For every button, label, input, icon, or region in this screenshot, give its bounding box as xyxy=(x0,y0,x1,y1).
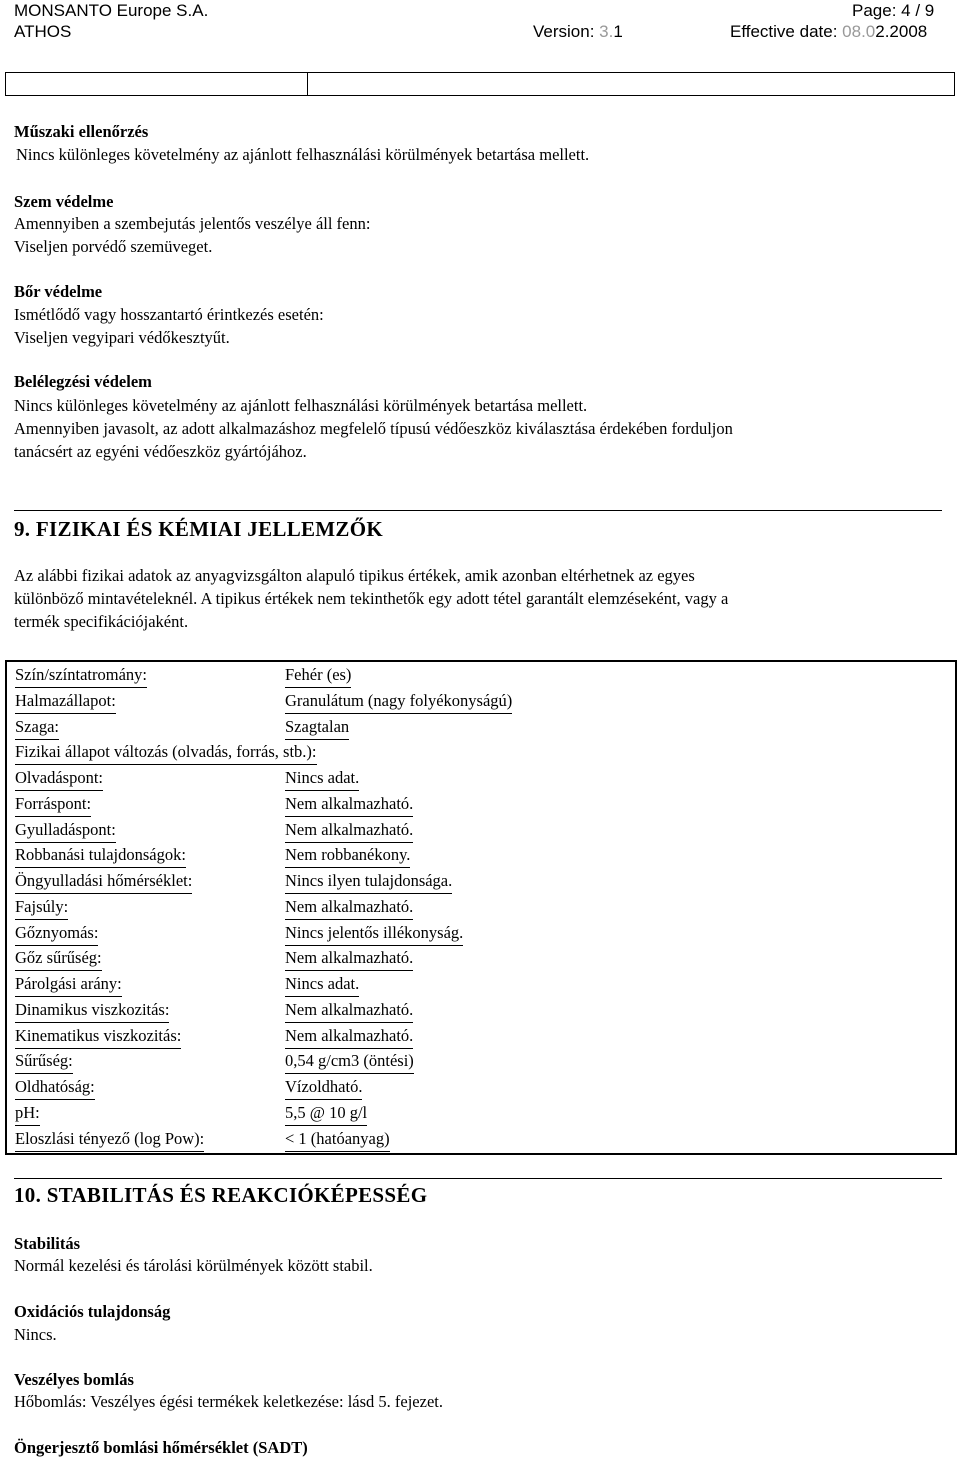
section9-title: FIZIKAI ÉS KÉMIAI JELLEMZŐK xyxy=(35,517,384,541)
property-value: 0,54 g/cm3 (öntési) xyxy=(285,1049,414,1074)
page-number xyxy=(852,2,934,20)
version-prefix: 3. xyxy=(599,22,614,41)
decomposition-title: Veszélyes bomlás xyxy=(14,1370,134,1389)
effective-prefix: 08.0 xyxy=(842,22,876,41)
property-value: Nem alkalmazható. xyxy=(285,1024,413,1049)
section9-intro-line2: különböző mintavételeknél. A tipikus értékek nem tekinthetők egy adott tétel garantált elemzéseként, vagy a xyxy=(14,589,729,608)
product-name: ATHOS xyxy=(14,22,72,41)
property-value: Szagtalan xyxy=(285,715,349,740)
technical-text: Nincs különleges követelmény az ajánlott felhasználási körülmények betartása mellett. xyxy=(16,145,590,164)
skin-line1: Ismétlődő vagy hosszantartó érintkezés esetén: xyxy=(14,305,324,324)
property-value: Nincs ilyen tulajdonsága. xyxy=(285,869,452,894)
property-label: Eloszlási tényező (log Pow): xyxy=(15,1127,204,1152)
page-value: 4 / 9 xyxy=(901,1,935,20)
property-value: Nem alkalmazható. xyxy=(285,998,413,1023)
oxidizing-text: Nincs. xyxy=(14,1325,57,1344)
property-label: pH: xyxy=(15,1101,40,1126)
property-label: Párolgási arány: xyxy=(15,972,122,997)
property-value: Vízoldható. xyxy=(285,1075,362,1100)
respiratory-line2: Amennyiben javasolt, az adott alkalmazáshoz megfelelő típusú védőeszköz kiválasztása érdekében forduljon xyxy=(14,419,733,438)
property-label: Kinematikus viszkozitás: xyxy=(15,1024,181,1049)
header-box-right xyxy=(307,72,955,96)
oxidizing-title: Oxidációs tulajdonság xyxy=(14,1302,171,1321)
effective-suffix: 2.2008 xyxy=(875,22,928,41)
section9-intro-line3: termék specifikációjaként. xyxy=(14,612,189,631)
property-value: Nem alkalmazható. xyxy=(285,792,413,817)
respiratory-title: Belélegzési védelem xyxy=(14,372,152,391)
property-value: 5,5 @ 10 g/l xyxy=(285,1101,367,1126)
version xyxy=(533,23,623,41)
property-label: Sűrűség: xyxy=(15,1049,73,1074)
property-label: Szín/színtatromány: xyxy=(15,663,147,688)
property-value: Nem robbanékony. xyxy=(285,843,410,868)
section9-number: 9. xyxy=(14,517,31,541)
stability-title: Stabilitás xyxy=(14,1234,81,1253)
property-label: Szaga: xyxy=(15,715,59,740)
property-label: Gőznyomás: xyxy=(15,921,98,946)
technical-title: Műszaki ellenőrzés xyxy=(14,122,149,141)
property-value: Nem alkalmazható. xyxy=(285,946,413,971)
skin-title: Bőr védelme xyxy=(14,282,103,301)
section10-heading xyxy=(14,1183,427,1208)
property-label: Gyulladáspont: xyxy=(15,818,116,843)
eye-title: Szem védelme xyxy=(14,192,114,211)
property-value: Granulátum (nagy folyékonyságú) xyxy=(285,689,512,714)
section10-title: STABILITÁS ÉS REAKCIÓKÉPESSÉG xyxy=(46,1183,428,1207)
property-value: Nincs jelentős illékonyság. xyxy=(285,921,463,946)
property-label: Forráspont: xyxy=(15,792,91,817)
section9-intro-line1: Az alábbi fizikai adatok az anyagvizsgálton alapuló tipikus értékek, amik azonban eltérhetnek az egyes xyxy=(14,566,695,585)
property-value: Nincs adat. xyxy=(285,766,359,791)
property-value: < 1 (hatóanyag) xyxy=(285,1127,390,1152)
company-name: MONSANTO Europe S.A. xyxy=(14,1,209,20)
effective-label: Effective date: xyxy=(730,22,838,41)
property-label: Halmazállapot: xyxy=(15,689,116,714)
property-value: Fehér (es) xyxy=(285,663,351,688)
property-label: Olvadáspont: xyxy=(15,766,103,791)
property-label: Fajsúly: xyxy=(15,895,68,920)
eye-line2: Viseljen porvédő szemüveget. xyxy=(14,237,213,256)
property-label: Dinamikus viszkozitás: xyxy=(15,998,169,1023)
section10-rule xyxy=(14,1178,942,1179)
property-label: Öngyulladási hőmérséklet: xyxy=(15,869,192,894)
property-label: Oldhatóság: xyxy=(15,1075,95,1100)
property-value: Nincs adat. xyxy=(285,972,359,997)
version-label: Version: xyxy=(533,22,595,41)
section9-rule xyxy=(14,510,942,511)
skin-line2: Viseljen vegyipari védőkesztyűt. xyxy=(14,328,230,347)
sadt-title: Öngerjesztő bomlási hőmérséklet (SADT) xyxy=(14,1438,308,1457)
property-value: Nem alkalmazható. xyxy=(285,818,413,843)
header-box-left xyxy=(5,72,308,96)
respiratory-line3: tanácsért az egyéni védőeszköz gyártójához. xyxy=(14,442,307,461)
section10-number: 10. xyxy=(14,1183,42,1207)
property-value: Nem alkalmazható. xyxy=(285,895,413,920)
property-label: Fizikai állapot változás (olvadás, forrás, stb.): xyxy=(15,740,317,765)
stability-text: Normál kezelési és tárolási körülmények között stabil. xyxy=(14,1256,373,1275)
version-suffix: 1 xyxy=(613,22,623,41)
properties-table xyxy=(5,660,957,1155)
effective-date xyxy=(730,23,927,41)
header-box-row xyxy=(5,72,955,96)
page-label: Page: xyxy=(852,1,897,20)
section9-heading xyxy=(14,517,383,542)
decomposition-text: Hőbomlás: Veszélyes égési termékek keletkezése: lásd 5. fejezet. xyxy=(14,1392,443,1411)
eye-line1: Amennyiben a szembejutás jelentős veszélye áll fenn: xyxy=(14,214,371,233)
property-label: Gőz sűrűség: xyxy=(15,946,102,971)
property-label: Robbanási tulajdonságok: xyxy=(15,843,186,868)
respiratory-line1: Nincs különleges követelmény az ajánlott felhasználási körülmények betartása mellett. xyxy=(14,396,588,415)
